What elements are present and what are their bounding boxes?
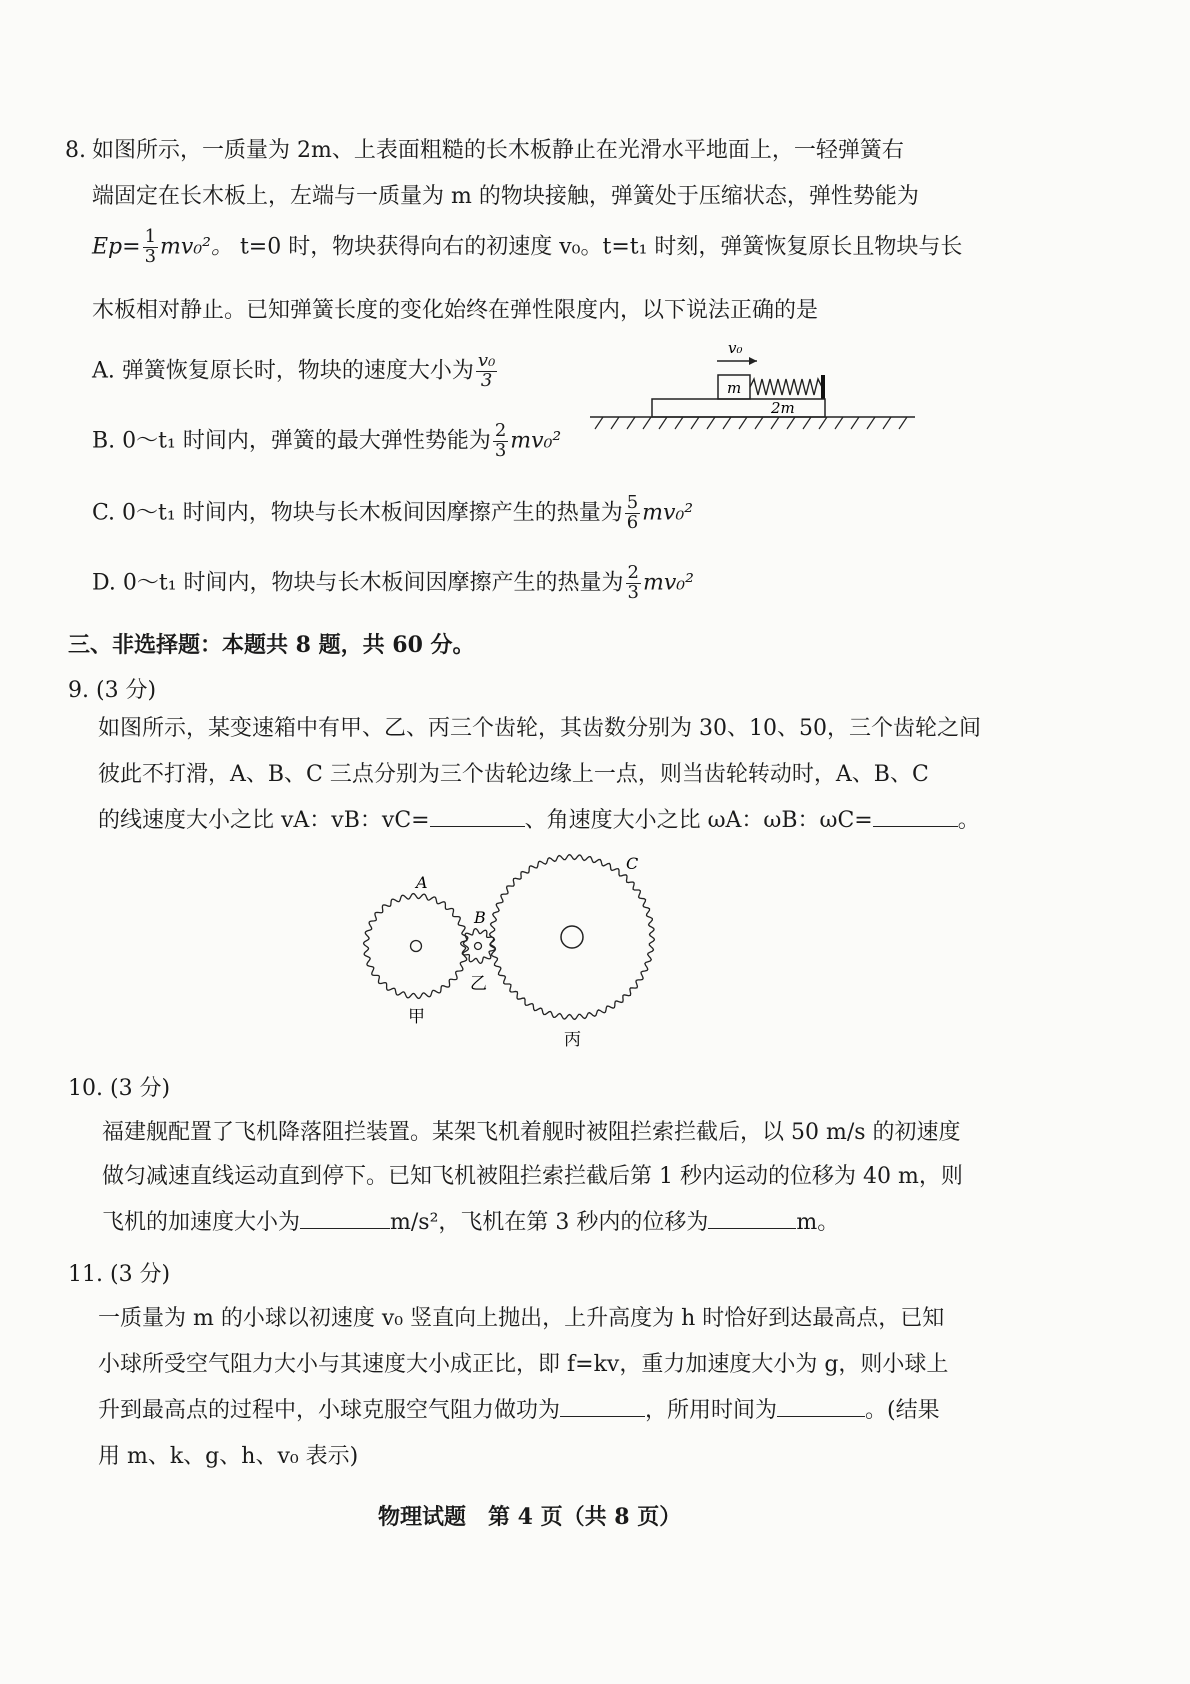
q8-line2: 端固定在长木板上，左端与一质量为 m 的物块接触，弹簧处于压缩状态，弹性势能为 (92, 184, 919, 209)
answer-blank[interactable] (708, 1228, 796, 1229)
fraction: $\frac{1}{3}$ (144, 226, 157, 267)
q11-line1: 一质量为 m 的小球以初速度 v₀ 竖直向上抛出，上升高度为 h 时恰好到达最高点，已知 (98, 1306, 945, 1331)
q9-header: 9. (3 分) (68, 678, 157, 703)
gear-outline (364, 894, 469, 999)
q8-line3: Ep= $\frac{1}{3}$ mv₀²。 t=0 时，物块获得向右的初速度 v₀。t=t₁ 时刻，弹簧恢复原长且物块与长 (92, 226, 963, 267)
q9-line2: 彼此不打滑，A、B、C 三点分别为三个齿轮边缘上一点，则当齿轮转动时，A、B、C (98, 762, 929, 787)
q11-line4: 用 m、k、g、h、v₀ 表示) (98, 1444, 359, 1469)
q10-line2: 做匀减速直线运动直到停下。已知飞机被阻拦索拦截后第 1 秒内运动的位移为 40 m，则 (102, 1164, 963, 1189)
block-label: m (727, 379, 742, 397)
gear-figure (350, 845, 680, 1055)
point-c-label: C (626, 854, 639, 873)
gear-jia-label: 甲 (408, 1007, 425, 1027)
q11-header: 11. (3 分) (68, 1262, 171, 1287)
gear-bing (490, 855, 655, 1020)
potential-energy-label: Ep= (92, 234, 141, 260)
gear-yi-label: 乙 (470, 974, 487, 994)
gear-axle (411, 941, 422, 952)
q10-header: 10. (3 分) (68, 1076, 171, 1101)
gear-outline (490, 855, 655, 1020)
board-label: 2m (771, 399, 795, 417)
answer-blank[interactable] (873, 826, 958, 827)
fraction: $\frac{5}{6}$ (626, 492, 639, 533)
q9-line1: 如图所示，某变速箱中有甲、乙、丙三个齿轮，其齿数分别为 30、10、50，三个齿轮之间 (98, 716, 981, 741)
fraction: $\frac{2}{3}$ (494, 420, 507, 461)
velocity-label: v₀ (728, 339, 743, 357)
q8-option-d: D. 0～t₁ 时间内，物块与长木板间因摩擦产生的热量为 $\frac{2}{3}$ mv₀² (92, 562, 694, 603)
page-footer: 物理试题 第 4 页（共 8 页） (378, 1504, 682, 1530)
q8-option-c: C. 0～t₁ 时间内，物块与长木板间因摩擦产生的热量为 $\frac{5}{6}$ mv₀² (92, 492, 694, 533)
answer-blank[interactable] (300, 1228, 390, 1229)
point-b-label: B (474, 908, 486, 927)
spring (750, 379, 822, 395)
gear-axle (561, 926, 583, 948)
q11-line2: 小球所受空气阻力大小与其速度大小成正比，即 f=kv，重力加速度大小为 g，则小球上 (98, 1352, 949, 1377)
fraction: $\frac{\text{v₀}}{3}$ (477, 350, 496, 391)
q9-line3: 的线速度大小之比 vA：vB：vC= 、角速度大小之比 ωA：ωB：ωC= 。 (98, 808, 980, 833)
q8-line3-rest: t=0 时，物块获得向右的初速度 v₀。t=t₁ 时刻，弹簧恢复原长且物块与长 (239, 234, 963, 260)
q8-number: 8. (65, 138, 86, 163)
arrow-head-icon (749, 357, 757, 365)
gear-bing-label: 丙 (564, 1030, 581, 1050)
board (652, 399, 825, 417)
q10-line3: 飞机的加速度大小为 m/s²，飞机在第 3 秒内的位移为 m。 (102, 1210, 840, 1235)
q10-line1: 福建舰配置了飞机降落阻拦装置。某架飞机着舰时被阻拦索拦截后，以 50 m/s 的初速度 (102, 1120, 961, 1145)
gear-jia (364, 894, 469, 999)
q8-line1: 如图所示，一质量为 2m、上表面粗糙的长木板静止在光滑水平地面上，一轻弹簧右 (92, 138, 904, 163)
section-heading: 三、非选择题：本题共 8 题，共 60 分。 (68, 632, 475, 658)
q8-option-a: A. 弹簧恢复原长时，物块的速度大小为 $\frac{\text{v₀}}{3}$ (92, 350, 496, 391)
fraction: $\frac{2}{3}$ (627, 562, 639, 603)
point-a-label: A (416, 873, 428, 892)
spring-board-figure (585, 335, 920, 445)
q8-line4: 木板相对静止。已知弹簧长度的变化始终在弹性限度内，以下说法正确的是 (92, 298, 819, 323)
q8-option-b: B. 0～t₁ 时间内，弹簧的最大弹性势能为 $\frac{2}{3}$ mv₀² (92, 420, 562, 461)
answer-blank[interactable] (777, 1416, 865, 1417)
answer-blank[interactable] (560, 1416, 645, 1417)
answer-blank[interactable] (430, 826, 525, 827)
q11-line3: 升到最高点的过程中，小球克服空气阻力做功为 ，所用时间为 。(结果 (98, 1398, 940, 1423)
gear-axle (475, 943, 482, 950)
ground-hatch (595, 417, 907, 429)
